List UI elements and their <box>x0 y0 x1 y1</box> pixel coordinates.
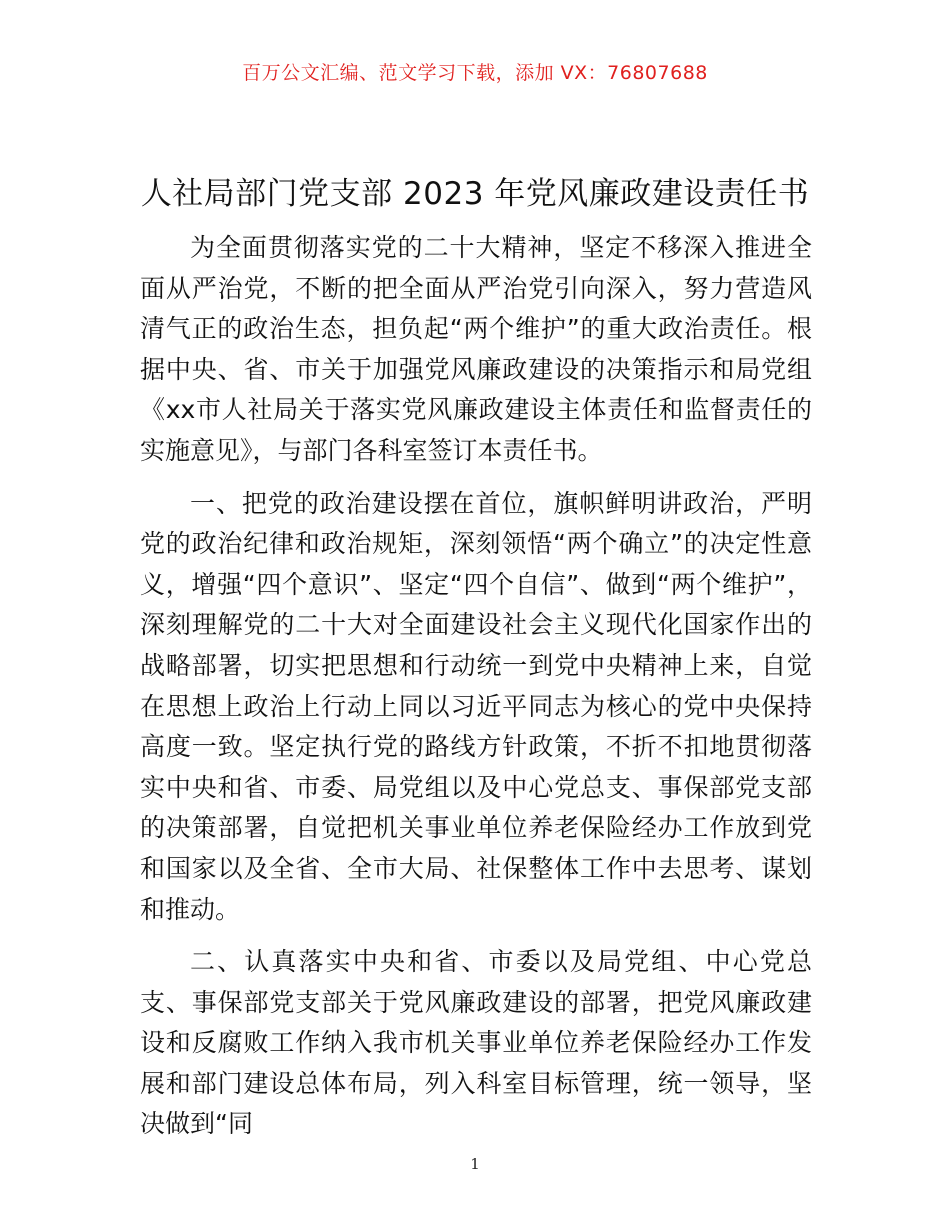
paragraph-intro: 为全面贯彻落实党的二十大精神，坚定不移深入推进全面从严治党，不断的把全面从严治党引向深入，努力营造风清气正的政治生态，担负起“两个维护”的重大政治责任。根据中央、省、市关于加强党风廉政建设的决策指示和局党组《xx市人社局关于落实党风廉政建设主体责任和监督责任的实施意见》，与部门各科室签订本责任书。 <box>140 233 812 465</box>
document-body <box>140 228 812 1157</box>
paragraph-section-1: 一、把党的政治建设摆在首位，旗帜鲜明讲政治，严明党的政治纪律和政治规矩，深刻领悟“两个确立”的决定性意义，增强“四个意识”、坚定“四个自信”、做到“两个维护”，深刻理解党的二十大对全面建设社会主义现代化国家作出的战略部署，切实把思想和行动统一到党中央精神上来，自觉在思想上政治上行动上同以习近平同志为核心的党中央保持高度一致。坚定执行党的路线方针政策，不折不扣地贯彻落实中央和省、市委、局党组以及中心党总支、事保部党支部的决策部署，自觉把机关事业单位养老保险经办工作放到党和国家以及全省、全市大局、社保整体工作中去思考、谋划和推动。 <box>140 488 812 924</box>
paragraph-section-2: 二、认真落实中央和省、市委以及局党组、中心党总支、事保部党支部关于党风廉政建设的部署，把党风廉政建设和反腐败工作纳入我市机关事业单位养老保险经办工作发展和部门建设总体布局，列入科室目标管理，统一领导，坚决做到“同 <box>140 947 812 1139</box>
document-title: 人社局部门党支部 2023 年党风廉政建设责任书 <box>140 176 810 212</box>
header-note: 百万公文汇编、范文学习下载，添加 VX：76807688 <box>242 62 708 84</box>
page-number: 1 <box>470 1155 480 1173</box>
